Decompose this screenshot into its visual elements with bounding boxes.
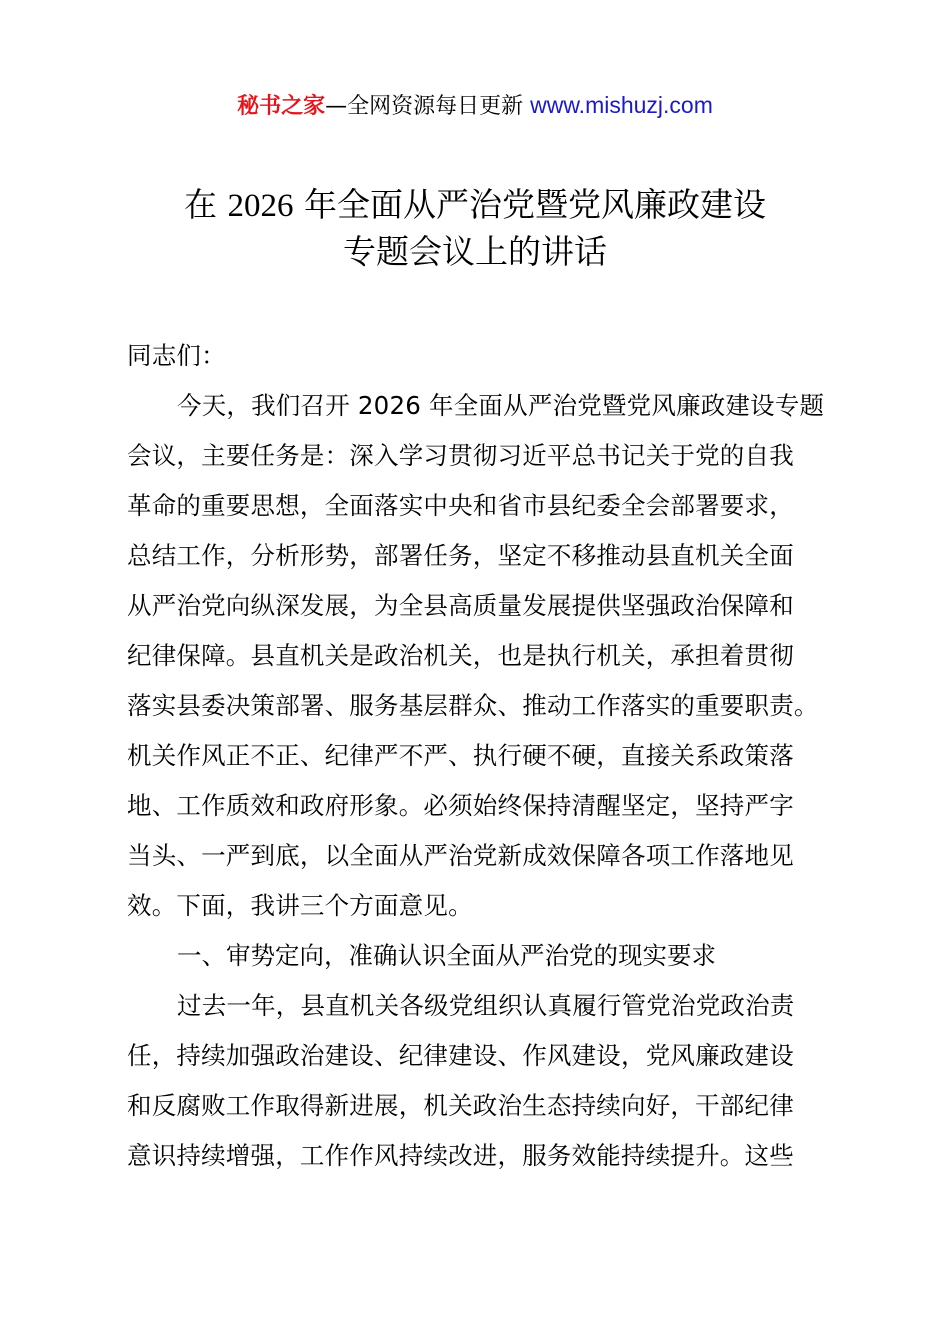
paragraph-line: 和反腐败工作取得新进展，机关政治生态持续向好，干部纪律 [127,1091,794,1120]
paragraph-line: 地、工作质效和政府形象。必须始终保持清醒坚定，坚持严字 [127,791,794,820]
paragraph-line: 纪律保障。县直机关是政治机关，也是执行机关，承担着贯彻 [127,641,794,670]
title-line-2: 专题会议上的讲话 [343,232,607,271]
header-tagline: —全网资源每日更新 [325,94,531,119]
paragraph-line: 革命的重要思想，全面落实中央和省市县纪委全会部署要求， [127,491,794,520]
salutation: 同志们： [127,341,226,370]
watermark-header [0,88,950,124]
website-link[interactable]: www.mishuzj.com [530,92,713,118]
paragraph-line: 总结工作，分析形势，部署任务，坚定不移推动县直机关全面 [127,541,794,570]
paragraph-line: 效。下面，我讲三个方面意见。 [127,891,473,920]
paragraph-line: 今天，我们召开 2026 年全面从严治党暨党风廉政建设专题 [177,391,825,420]
paragraph-line: 会议，主要任务是：深入学习贯彻习近平总书记关于党的自我 [127,441,794,470]
paragraph-line: 过去一年，县直机关各级党组织认真履行管党治党政治责 [177,991,795,1020]
brand-name: 秘书之家 [237,94,326,119]
document-body [127,336,847,1186]
paragraph-line: 任，持续加强政治建设、纪律建设、作风建设，党风廉政建设 [127,1041,794,1070]
document-title [0,182,950,275]
section-heading: 一、审势定向，准确认识全面从严治党的现实要求 [177,941,716,970]
paragraph-line: 意识持续增强，工作作风持续改进，服务效能持续提升。这些 [127,1141,794,1170]
paragraph-line: 从严治党向纵深发展，为全县高质量发展提供坚强政治保障和 [127,591,794,620]
paragraph-line: 机关作风正不正、纪律严不严、执行硬不硬，直接关系政策落 [127,741,794,770]
title-line-1: 在 2026 年全面从严治党暨党风廉政建设 [184,185,766,224]
paragraph-line: 当头、一严到底，以全面从严治党新成效保障各项工作落地见 [127,841,794,870]
paragraph-line: 落实县委决策部署、服务基层群众、推动工作落实的重要职责。 [127,691,819,720]
